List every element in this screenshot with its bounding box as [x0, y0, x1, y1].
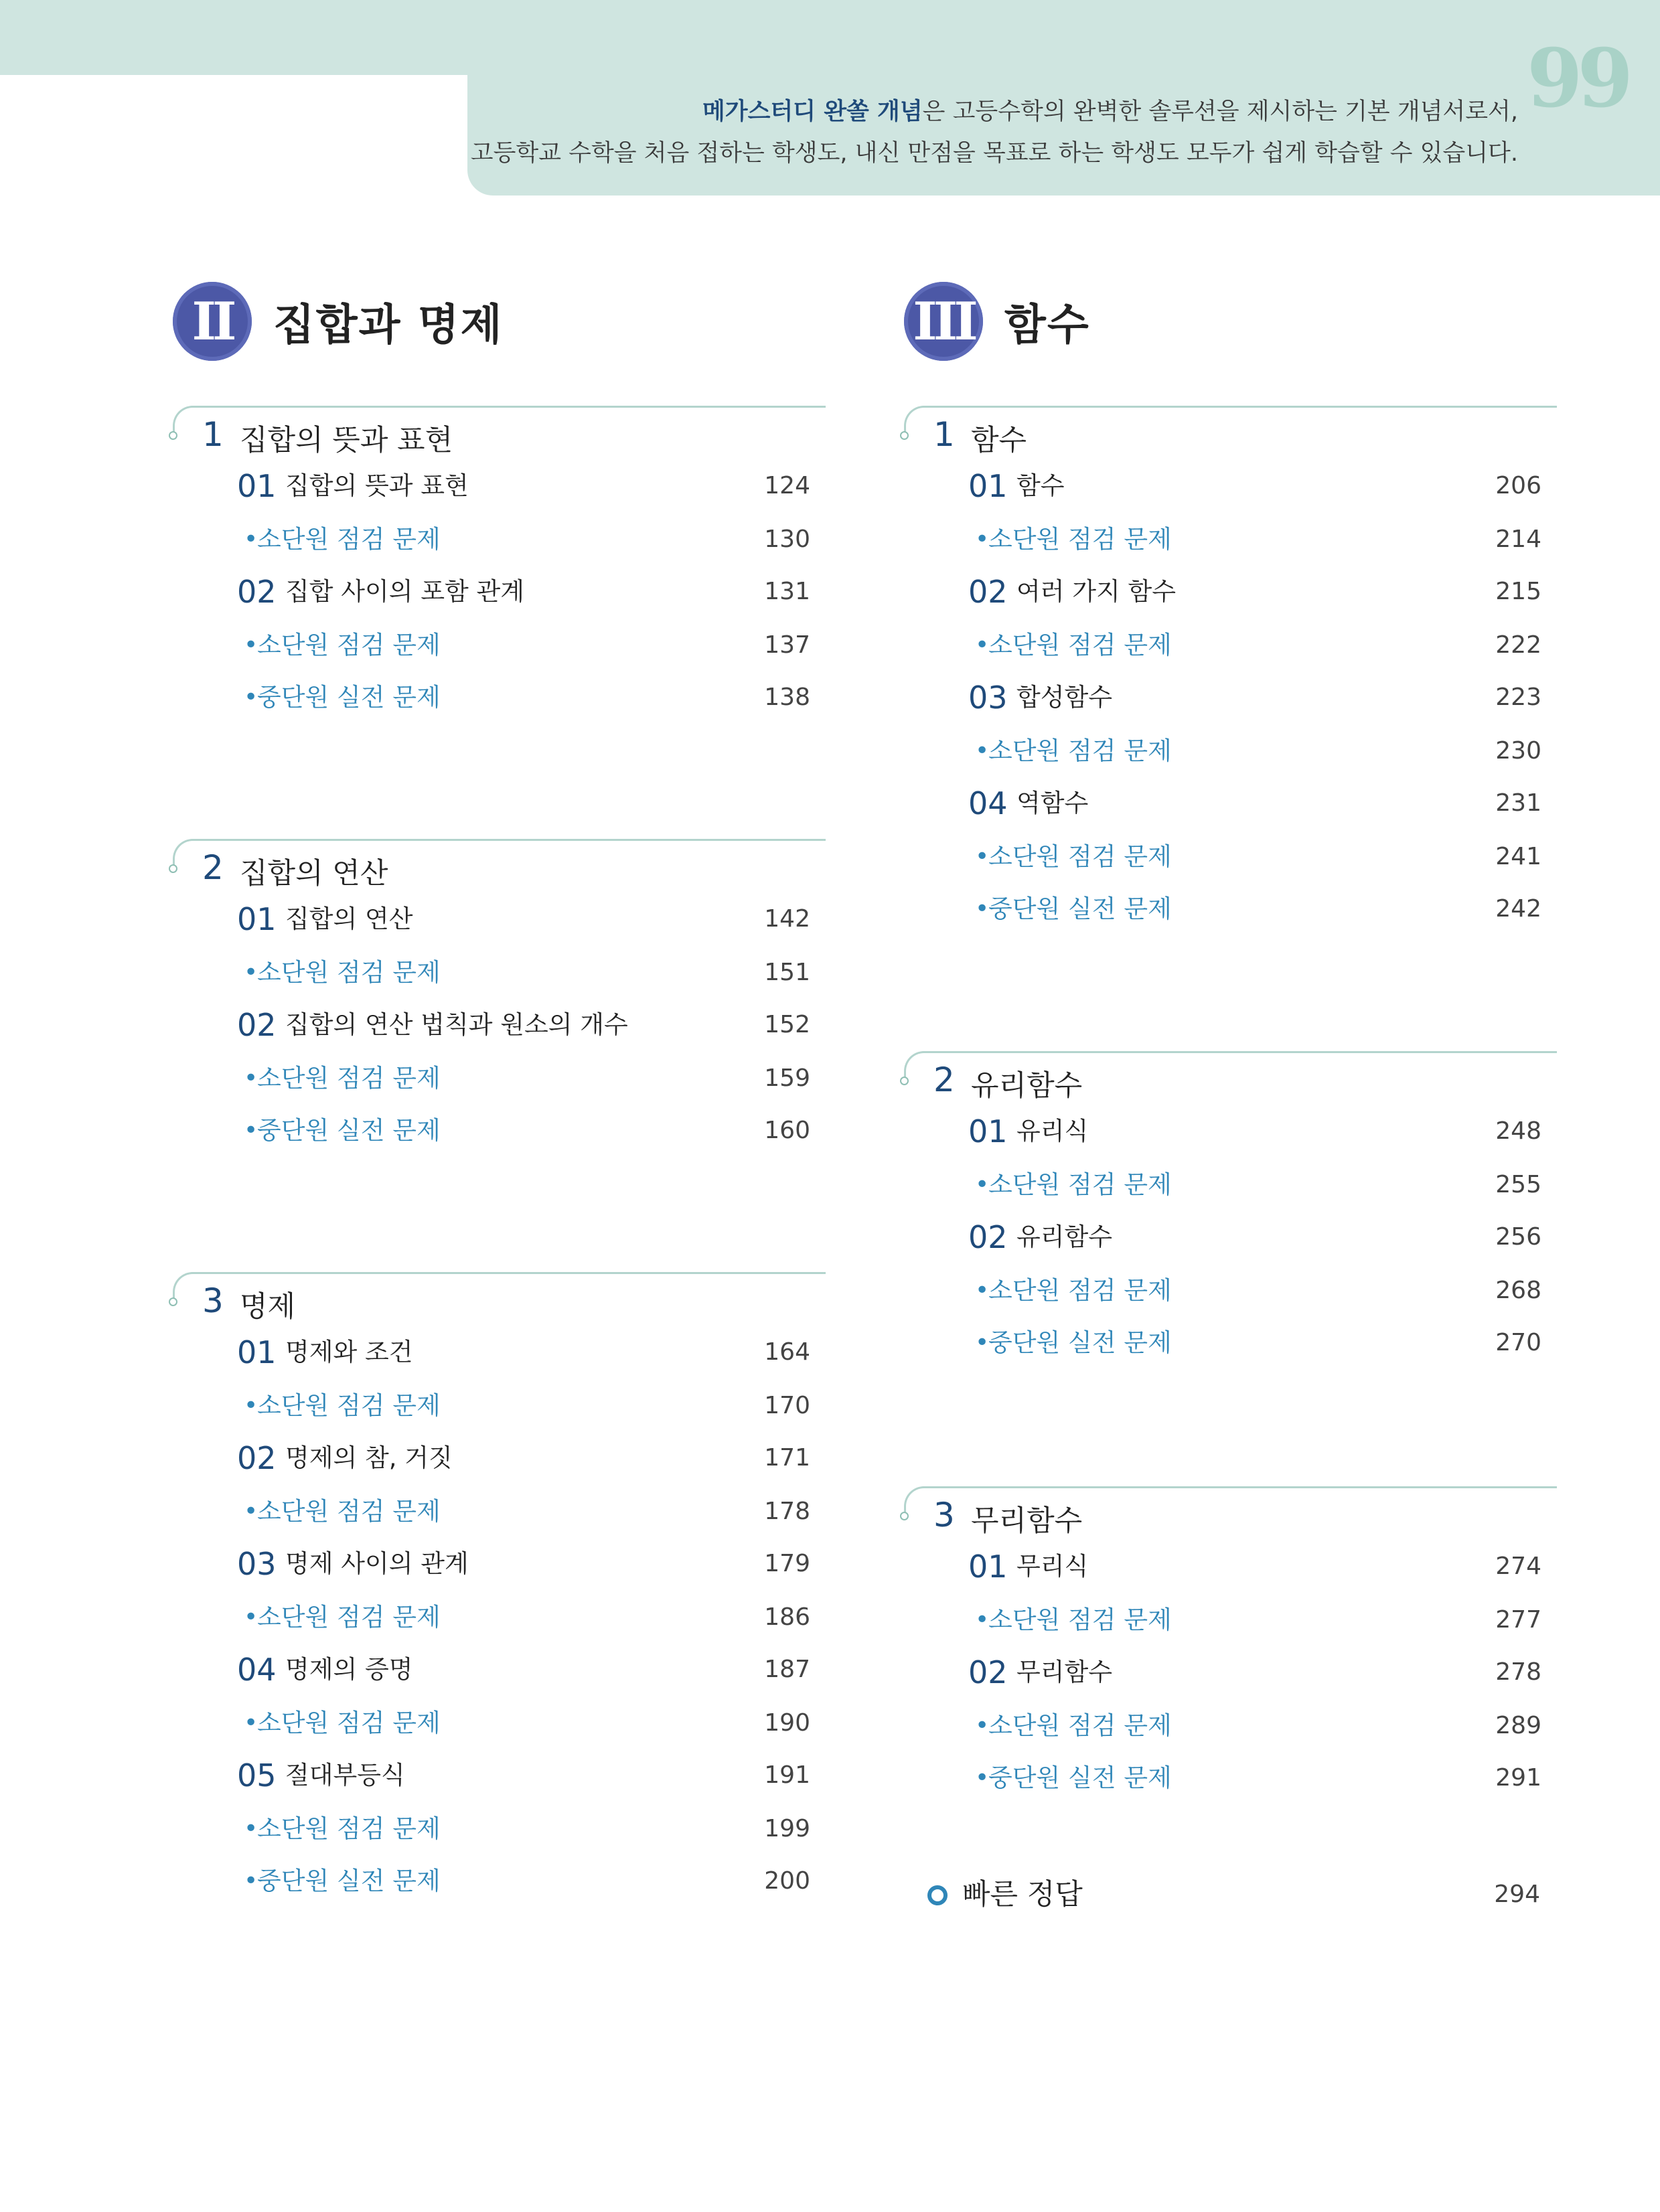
exercise-entry[interactable] — [237, 1111, 810, 1151]
entry-page-number: 206 — [1495, 472, 1541, 499]
entry-label: 소단원 점검 문제 — [988, 842, 1172, 871]
exercise-entry[interactable] — [968, 1165, 1541, 1205]
entry-label: 소단원 점검 문제 — [988, 736, 1172, 765]
section-title: 집합의 연산 — [240, 857, 388, 890]
entry-page-number: 190 — [764, 1709, 810, 1737]
section-dot-icon — [169, 431, 177, 440]
toc-entry[interactable] — [237, 1438, 810, 1478]
entry-page-number: 215 — [1495, 578, 1541, 605]
bullet-icon: • — [244, 631, 258, 659]
bullet-icon: • — [975, 1277, 990, 1304]
bullet-icon: • — [244, 526, 258, 553]
entry-label: 소단원 점검 문제 — [988, 631, 1172, 659]
entry-label: 소단원 점검 문제 — [257, 958, 441, 987]
entry-label: 중단원 실전 문제 — [988, 1328, 1172, 1357]
entry-page-number: 191 — [764, 1761, 810, 1789]
exercise-entry[interactable] — [968, 1323, 1541, 1363]
section-number: 3 — [933, 1496, 955, 1534]
bullet-icon: • — [244, 959, 258, 986]
bullet-icon: • — [975, 1606, 990, 1634]
entry-label: 소단원 점검 문제 — [988, 1276, 1172, 1305]
section-hook — [173, 1272, 200, 1304]
entry-label: 명제와 조건 — [285, 1338, 413, 1366]
section-title: 무리함수 — [971, 1504, 1083, 1538]
section-divider — [923, 1051, 1557, 1053]
bullet-icon: • — [975, 631, 990, 659]
section-divider — [923, 1486, 1557, 1488]
entry-page-number: 138 — [764, 684, 810, 711]
section-hook — [904, 1051, 931, 1083]
exercise-entry[interactable] — [968, 1706, 1541, 1746]
entry-page-number: 291 — [1495, 1764, 1541, 1792]
entry-page-number: 241 — [1495, 843, 1541, 870]
entry-label: 명제의 참, 거짓 — [285, 1443, 453, 1472]
exercise-entry[interactable] — [968, 520, 1541, 560]
section-heading — [904, 1486, 1557, 1547]
entry-label: 중단원 실전 문제 — [988, 1763, 1172, 1792]
section-dot-icon — [169, 1297, 177, 1306]
entry-number: 04 — [237, 1652, 277, 1688]
entry-label: 소단원 점검 문제 — [257, 1814, 441, 1843]
entry-number: 02 — [968, 574, 1008, 610]
intro-highlight: 메가스터디 완쏠 개념 — [702, 98, 923, 125]
entry-label: 소단원 점검 문제 — [257, 1603, 441, 1632]
toc-entry[interactable] — [968, 1652, 1541, 1692]
section-title: 명제 — [240, 1290, 296, 1324]
entry-number: 01 — [968, 1113, 1008, 1150]
quote-mark-icon: 99 — [1527, 31, 1628, 126]
entry-label: 소단원 점검 문제 — [988, 1711, 1172, 1740]
section-divider — [192, 406, 826, 408]
exercise-entry[interactable] — [968, 1758, 1541, 1798]
bullet-icon: • — [975, 895, 990, 923]
entry-label: 중단원 실전 문제 — [257, 1116, 441, 1145]
entry-label: 소단원 점검 문제 — [257, 1391, 441, 1420]
entry-label: 집합의 연산 — [285, 904, 413, 933]
bullet-icon: • — [975, 526, 990, 553]
entry-page-number: 137 — [764, 631, 810, 659]
section-hook — [904, 406, 931, 437]
chapter-title: 집합과 명제 — [273, 301, 504, 350]
section-number: 3 — [202, 1281, 224, 1320]
entry-page-number: 142 — [764, 905, 810, 933]
exercise-entry[interactable] — [237, 678, 810, 718]
exercise-entry[interactable] — [237, 1703, 810, 1743]
entry-page-number: 256 — [1495, 1223, 1541, 1251]
entry-page-number: 179 — [764, 1550, 810, 1577]
entry-page-number: 255 — [1495, 1171, 1541, 1198]
bullet-icon: • — [244, 1709, 258, 1737]
exercise-entry[interactable] — [968, 1271, 1541, 1311]
entry-label: 소단원 점검 문제 — [988, 1170, 1172, 1199]
entry-page-number: 124 — [764, 472, 810, 499]
entry-page-number: 159 — [764, 1064, 810, 1092]
exercise-entry[interactable] — [968, 1600, 1541, 1640]
section-heading — [904, 406, 1557, 466]
bullet-icon: • — [244, 1064, 258, 1092]
toc-entry[interactable] — [237, 899, 810, 939]
entry-label: 명제의 증명 — [285, 1655, 413, 1684]
bullet-icon: • — [244, 1498, 258, 1525]
chapter-badge: II — [173, 282, 252, 361]
intro-line-2: 고등학교 수학을 처음 접하는 학생도, 내신 만점을 목표로 하는 학생도 모두가 쉽게 학습할 수 있습니다. — [470, 140, 1518, 167]
section-divider — [192, 839, 826, 841]
intro-line-1 — [471, 91, 1518, 133]
bullet-icon: • — [244, 1392, 258, 1419]
bullet-icon: • — [975, 1171, 990, 1198]
section-hook — [904, 1486, 931, 1518]
toc-entry[interactable] — [968, 1217, 1541, 1257]
entry-page-number: 131 — [764, 578, 810, 605]
entry-page-number: 274 — [1495, 1553, 1541, 1580]
entry-label: 중단원 실전 문제 — [257, 683, 441, 712]
entry-label: 무리함수 — [1016, 1658, 1112, 1686]
section-dot-icon — [900, 431, 909, 440]
exercise-entry[interactable] — [237, 1861, 810, 1901]
toc-entry[interactable] — [968, 466, 1541, 506]
intro-line-1-rest: 은 고등수학의 완벽한 솔루션을 제시하는 기본 개념서로서, — [922, 98, 1518, 125]
section-divider — [923, 406, 1557, 408]
entry-label: 소단원 점검 문제 — [257, 1064, 441, 1093]
toc-entry[interactable] — [237, 1650, 810, 1690]
bullet-icon: • — [975, 843, 990, 870]
quick-answer-entry[interactable] — [927, 1875, 1540, 1915]
chapter-title: 함수 — [1004, 301, 1090, 350]
intro-text — [471, 91, 1518, 174]
section-heading — [904, 1051, 1557, 1111]
entry-page-number: 151 — [764, 959, 810, 986]
entry-number: 01 — [237, 468, 277, 504]
entry-label: 합성함수 — [1016, 683, 1112, 712]
entry-number: 03 — [237, 1546, 277, 1582]
circle-bullet-icon — [927, 1885, 948, 1905]
bullet-icon: • — [975, 1764, 990, 1792]
section-dot-icon — [900, 1077, 909, 1085]
bullet-icon: • — [975, 737, 990, 765]
toc-entry[interactable] — [968, 1547, 1541, 1587]
entry-label: 소단원 점검 문제 — [988, 525, 1172, 554]
exercise-entry[interactable] — [968, 625, 1541, 665]
section-dot-icon — [169, 864, 177, 873]
entry-number: 05 — [237, 1757, 277, 1794]
entry-page-number: 199 — [764, 1815, 810, 1842]
entry-number: 02 — [237, 1440, 277, 1476]
entry-label: 여러 가지 함수 — [1016, 577, 1176, 606]
toc-entry[interactable] — [968, 1111, 1541, 1152]
exercise-entry[interactable] — [968, 837, 1541, 877]
entry-label: 소단원 점검 문제 — [257, 1497, 441, 1526]
section-dot-icon — [900, 1512, 909, 1520]
entry-label: 절대부등식 — [285, 1761, 405, 1790]
entry-page-number: 160 — [764, 1117, 810, 1144]
toc-entry[interactable] — [968, 572, 1541, 612]
entry-page-number: 289 — [1495, 1712, 1541, 1739]
chapter-heading — [904, 281, 1090, 362]
quick-answer-page: 294 — [1494, 1881, 1540, 1908]
entry-page-number: 171 — [764, 1444, 810, 1472]
entry-number: 01 — [968, 468, 1008, 504]
entry-number: 03 — [968, 680, 1008, 716]
section-hook — [173, 839, 200, 870]
entry-label: 무리식 — [1016, 1552, 1089, 1581]
entry-page-number: 214 — [1495, 526, 1541, 553]
section-heading — [173, 406, 826, 466]
section-title: 함수 — [971, 424, 1027, 457]
bullet-icon: • — [244, 1867, 258, 1895]
entry-page-number: 187 — [764, 1656, 810, 1683]
entry-label: 소단원 점검 문제 — [988, 1605, 1172, 1634]
entry-label: 유리식 — [1016, 1117, 1089, 1146]
toc-entry[interactable] — [968, 783, 1541, 823]
entry-label: 집합의 뜻과 표현 — [285, 471, 469, 500]
banner-notch — [0, 75, 467, 102]
entry-number: 01 — [237, 1334, 277, 1370]
entry-page-number: 268 — [1495, 1277, 1541, 1304]
entry-page-number: 223 — [1495, 684, 1541, 711]
entry-label: 함수 — [1016, 471, 1065, 500]
entry-label: 집합의 연산 법칙과 원소의 개수 — [285, 1010, 628, 1039]
bullet-icon: • — [975, 1712, 990, 1739]
toc-entry[interactable] — [237, 466, 810, 506]
entry-page-number: 152 — [764, 1011, 810, 1038]
bullet-icon: • — [244, 684, 258, 711]
entry-page-number: 164 — [764, 1338, 810, 1366]
section-hook — [173, 406, 200, 437]
exercise-entry[interactable] — [968, 731, 1541, 771]
section-divider — [192, 1272, 826, 1274]
entry-page-number: 222 — [1495, 631, 1541, 659]
entry-page-number: 231 — [1495, 789, 1541, 817]
entry-page-number: 170 — [764, 1392, 810, 1419]
exercise-entry[interactable] — [237, 625, 810, 665]
entry-label: 역함수 — [1016, 789, 1089, 817]
entry-label: 중단원 실전 문제 — [257, 1867, 441, 1895]
entry-label: 소단원 점검 문제 — [257, 1709, 441, 1737]
toc-entry[interactable] — [237, 1755, 810, 1796]
bullet-icon: • — [244, 1603, 258, 1631]
entry-page-number: 178 — [764, 1498, 810, 1525]
section-title: 유리함수 — [971, 1069, 1083, 1103]
section-number: 1 — [202, 415, 224, 454]
entry-label: 유리함수 — [1016, 1222, 1112, 1251]
chapter-badge: III — [904, 282, 983, 361]
entry-page-number: 230 — [1495, 737, 1541, 765]
exercise-entry[interactable] — [237, 1386, 810, 1426]
entry-number: 02 — [237, 574, 277, 610]
toc-entry[interactable] — [968, 678, 1541, 718]
bullet-icon: • — [975, 1329, 990, 1356]
toc-entry[interactable] — [237, 572, 810, 612]
entry-number: 02 — [237, 1007, 277, 1043]
entry-label: 소단원 점검 문제 — [257, 631, 441, 659]
entry-page-number: 277 — [1495, 1606, 1541, 1634]
entry-page-number: 242 — [1495, 895, 1541, 923]
section-heading — [173, 839, 826, 899]
exercise-entry[interactable] — [237, 1058, 810, 1099]
entry-label: 집합 사이의 포함 관계 — [285, 577, 524, 606]
entry-page-number: 270 — [1495, 1329, 1541, 1356]
entry-number: 02 — [968, 1219, 1008, 1255]
entry-page-number: 130 — [764, 526, 810, 553]
section-title: 집합의 뜻과 표현 — [240, 424, 453, 457]
entry-number: 01 — [237, 901, 277, 937]
exercise-entry[interactable] — [237, 1492, 810, 1532]
entry-page-number: 248 — [1495, 1117, 1541, 1145]
entry-number: 02 — [968, 1654, 1008, 1690]
exercise-entry[interactable] — [237, 1809, 810, 1849]
exercise-entry[interactable] — [237, 520, 810, 560]
exercise-entry[interactable] — [968, 889, 1541, 929]
section-number: 1 — [933, 415, 955, 454]
toc-entry[interactable] — [237, 1544, 810, 1584]
exercise-entry[interactable] — [237, 953, 810, 993]
chapter-heading — [173, 281, 503, 362]
section-number: 2 — [202, 848, 224, 887]
entry-label: 중단원 실전 문제 — [988, 894, 1172, 923]
entry-label: 소단원 점검 문제 — [257, 525, 441, 554]
bullet-icon: • — [244, 1815, 258, 1842]
entry-label: 명제 사이의 관계 — [285, 1549, 469, 1578]
toc-entry[interactable] — [237, 1332, 810, 1372]
entry-page-number: 200 — [764, 1867, 810, 1895]
entry-page-number: 278 — [1495, 1658, 1541, 1686]
entry-number: 04 — [968, 785, 1008, 821]
section-heading — [173, 1272, 826, 1332]
entry-page-number: 186 — [764, 1603, 810, 1631]
entry-number: 01 — [968, 1549, 1008, 1585]
bullet-icon: • — [244, 1117, 258, 1144]
quick-answer-label: 빠른 정답 — [962, 1878, 1083, 1911]
toc-entry[interactable] — [237, 1005, 810, 1045]
section-number: 2 — [933, 1060, 955, 1099]
exercise-entry[interactable] — [237, 1597, 810, 1638]
